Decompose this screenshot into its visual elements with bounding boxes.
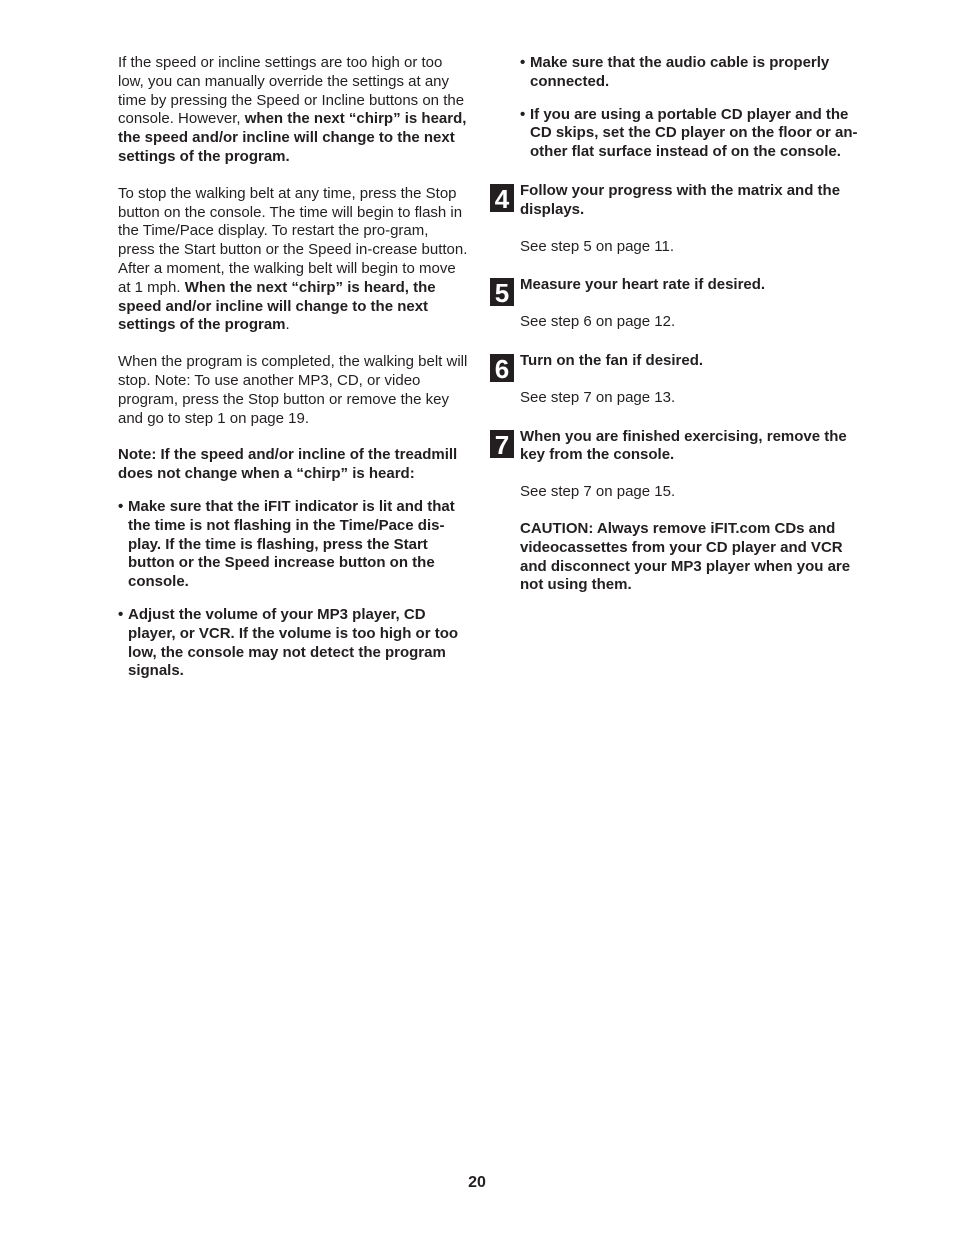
step-title: When you are finished exercising, remove the key from the console.	[520, 427, 847, 464]
stop-bold-text: When the next “chirp” is heard, the speed and/or incline will change to the next settings of the program	[118, 278, 436, 334]
step-title: Measure your heart rate if desired.	[520, 276, 766, 294]
step-reference: See step 6 on page 12.	[520, 313, 676, 331]
bullet-text: If you are using a portable CD player and the CD skips, set the CD player on the floor or an-other flat surface instead of on the console.	[530, 105, 858, 161]
override-text: If the speed or incline settings are too high or too low, you can manually override the settings at any time by pressing the Speed or Incline buttons on the console. However,	[118, 54, 465, 128]
step-number-badge: 5	[490, 278, 514, 306]
step-reference: See step 7 on page 13.	[520, 388, 676, 406]
bullet-marker: •	[520, 54, 526, 71]
bullet-marker: •	[118, 605, 124, 623]
bullet-item	[118, 606, 468, 681]
stop-paragraph	[118, 185, 468, 335]
step-6	[490, 352, 870, 408]
step-title: Turn on the fan if desired.	[520, 351, 704, 369]
step-title: Follow your progress with the matrix and the displays.	[520, 181, 841, 218]
left-column	[118, 54, 468, 695]
step-number-badge: 4	[490, 184, 514, 212]
step-number-badge: 7	[490, 430, 514, 458]
step-7	[490, 428, 870, 596]
bullet-item	[520, 106, 870, 162]
bullet-text: Make sure that the audio cable is properly connected.	[530, 54, 830, 90]
bullet-marker: •	[520, 105, 526, 123]
bullet-item	[520, 54, 870, 92]
page-number: 20	[468, 1174, 486, 1191]
caution-text: CAUTION: Always remove iFIT.com CDs and videocassettes from your CD player and VCR and disconnect your MP3 player when you are not using them.	[520, 519, 851, 594]
step-4	[490, 182, 870, 256]
right-bullet-list	[490, 54, 870, 162]
completed-paragraph: When the program is completed, the walking belt will stop. Note: To use another MP3, CD, or video program, press the Stop button or remove the key and go to step 1 on page 19.	[118, 353, 468, 427]
bullet-text: Adjust the volume of your MP3 player, CD player, or VCR. If the volume is too high or too low, the console may not detect the program signals.	[128, 605, 459, 680]
note-heading: Note: If the speed and/or incline of the treadmill does not change when a “chirp” is heard:	[118, 446, 458, 483]
stop-end: .	[285, 316, 290, 334]
stop-text: To stop the walking belt at any time, press the Stop button on the console. The time will begin to flash in the Time/Pace display. To restart the pro-gram, press the Start button or the Speed in-crease button. After a moment, the walking belt will begin to move at 1 mph.	[118, 184, 468, 296]
bullet-item	[118, 498, 468, 592]
step-reference: See step 7 on page 15.	[520, 483, 676, 501]
override-bold-text: when the next “chirp” is heard, the speed and/or incline will change to the next settings of the program.	[118, 110, 467, 165]
override-paragraph	[118, 54, 468, 167]
step-5	[490, 276, 870, 332]
right-column	[490, 54, 870, 595]
bullet-text: Make sure that the iFIT indicator is lit and that the time is not flashing in the Time/Pace dis-play. If the time is flashing, press the Start button or the Speed increase button on the console.	[128, 497, 455, 591]
step-number-badge: 6	[490, 354, 514, 382]
step-reference: See step 5 on page 11.	[520, 237, 675, 255]
bullet-marker: •	[118, 497, 124, 515]
